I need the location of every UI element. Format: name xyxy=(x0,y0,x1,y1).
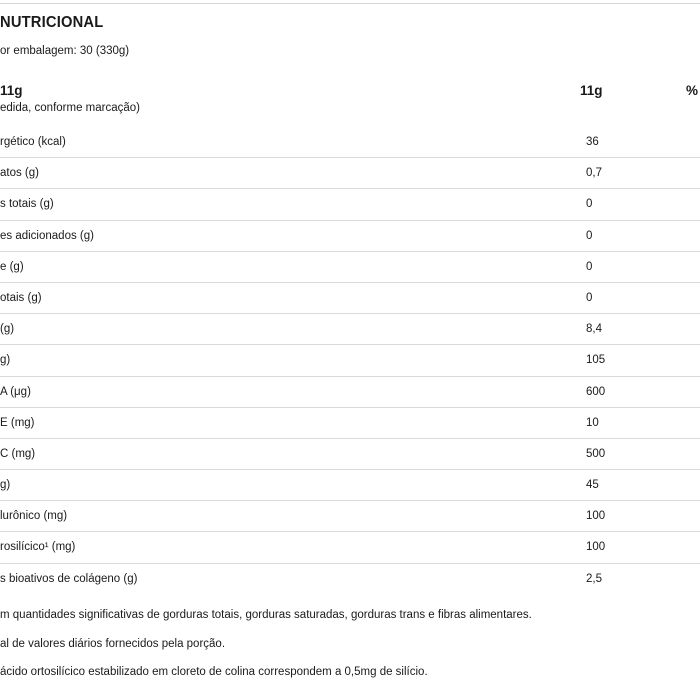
top-divider xyxy=(0,3,700,4)
nutrient-label: otais (g) xyxy=(0,291,42,304)
nutrient-value: 0 xyxy=(586,260,593,273)
nutrient-value: 105 xyxy=(586,354,606,367)
table-row xyxy=(0,252,700,283)
nutrient-label: rosilícico¹ (mg) xyxy=(0,541,76,554)
table-row xyxy=(0,189,700,220)
nutrient-value: 500 xyxy=(586,447,606,460)
nutrient-value: 0 xyxy=(586,291,593,304)
footnote: m quantidades significativas de gorduras totais, gorduras saturadas, gorduras trans e fibras alimentares. xyxy=(0,609,532,621)
nutrient-label: e (g) xyxy=(0,260,24,273)
table-row xyxy=(0,345,700,376)
table-row xyxy=(0,221,700,252)
portion-size: 11g xyxy=(0,83,23,98)
table-row xyxy=(0,127,700,158)
nutrient-value: 8,4 xyxy=(586,323,602,336)
nutrient-label: (g) xyxy=(0,323,15,336)
nutrient-label: lurônico (mg) xyxy=(0,510,68,523)
nutrient-label: C (mg) xyxy=(0,447,36,460)
servings-per-package: or embalagem: 30 (330g) xyxy=(0,45,130,57)
nutrient-value: 0 xyxy=(586,198,593,211)
nutrient-value: 100 xyxy=(586,541,606,554)
portion-measure: edida, conforme marcação) xyxy=(0,102,140,114)
nutrient-value: 45 xyxy=(586,479,599,492)
nutrient-label: s bioativos de colágeno (g) xyxy=(0,572,138,585)
nutrient-value: 36 xyxy=(586,136,599,148)
table-title: NUTRICIONAL xyxy=(0,14,104,31)
table-row xyxy=(0,470,700,501)
nutrient-label: rgético (kcal) xyxy=(0,136,66,148)
footnote: al de valores diários fornecidos pela porção. xyxy=(0,637,226,650)
nutrient-label: s totais (g) xyxy=(0,198,54,211)
table-row xyxy=(0,532,700,563)
table-row xyxy=(0,439,700,470)
nutrient-label: es adicionados (g) xyxy=(0,229,94,242)
table-row xyxy=(0,158,700,189)
table-row xyxy=(0,564,700,595)
footnote: ácido ortosilícico estabilizado em cloreto de colina correspondem a 0,5mg de silício. xyxy=(0,666,428,678)
table-row xyxy=(0,501,700,532)
footnotes xyxy=(0,609,700,695)
nutrient-label: g) xyxy=(0,479,11,492)
nutrient-table xyxy=(0,127,700,595)
nutrient-label: atos (g) xyxy=(0,167,39,180)
nutrient-value: 100 xyxy=(586,510,606,523)
table-row xyxy=(0,283,700,314)
nutrient-label: A (μg) xyxy=(0,385,31,398)
nutrient-label: g) xyxy=(0,354,11,367)
nutrient-value: 2,5 xyxy=(586,572,602,585)
table-row xyxy=(0,314,700,345)
table-row xyxy=(0,408,700,439)
column-header-portion: 11g xyxy=(580,83,603,98)
table-row xyxy=(0,377,700,408)
column-header-daily-value: % xyxy=(686,83,699,98)
nutrient-value: 0,7 xyxy=(586,167,602,180)
nutrient-value: 600 xyxy=(586,385,606,398)
nutrient-value: 10 xyxy=(586,416,599,429)
nutrient-label: E (mg) xyxy=(0,416,35,429)
nutrient-value: 0 xyxy=(586,229,593,242)
